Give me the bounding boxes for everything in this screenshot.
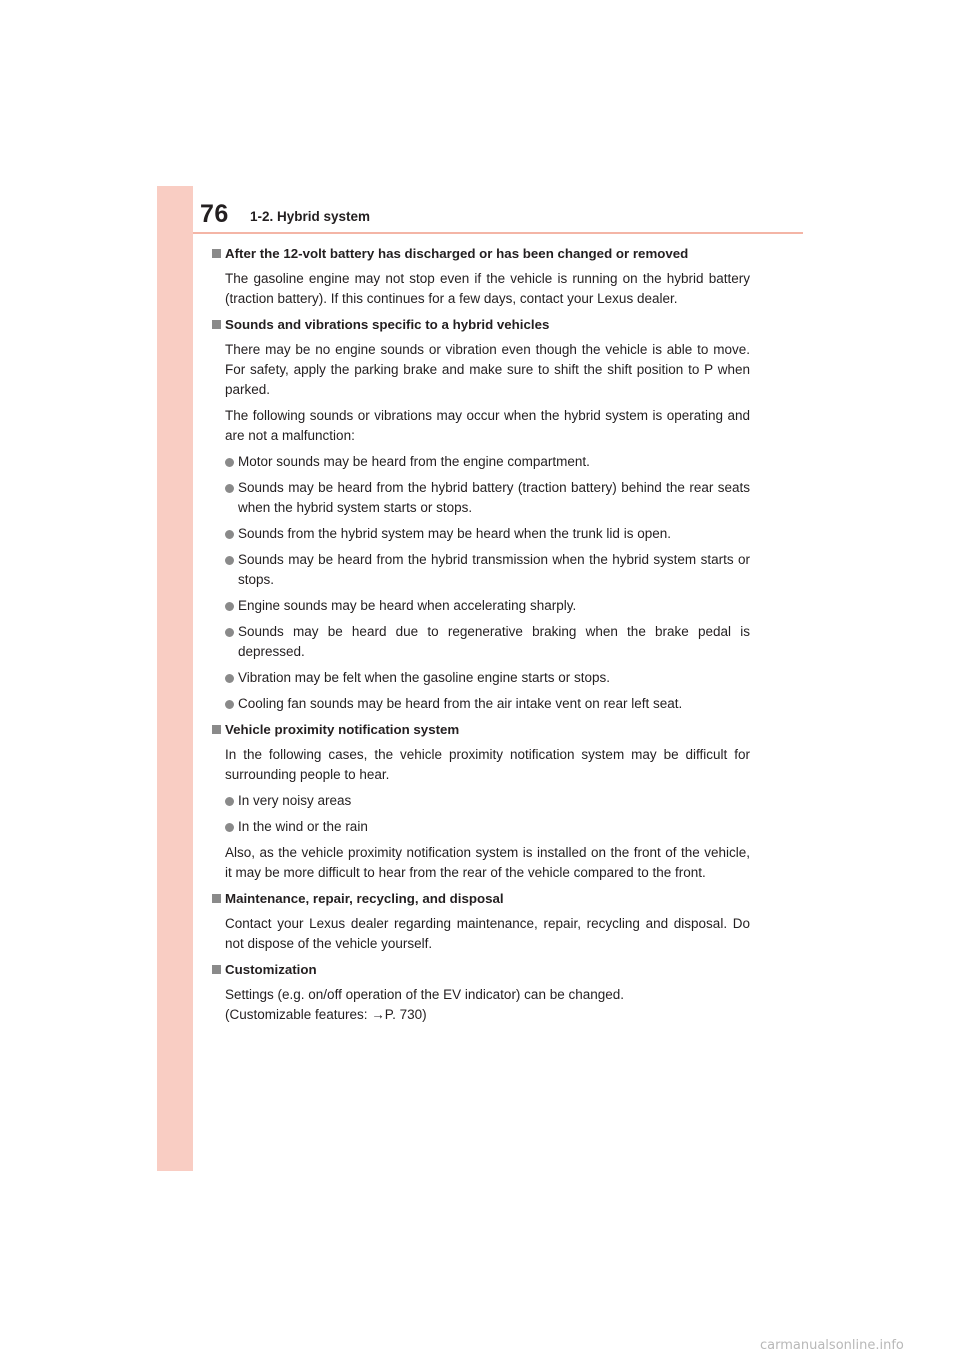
paragraph: Settings (e.g. on/off operation of the EV indicator) can be changed. <box>225 987 625 1002</box>
page-header <box>193 200 803 236</box>
watermark: carmanualsonline.info <box>760 1338 904 1353</box>
list-item <box>212 817 750 837</box>
round-bullet-icon <box>225 628 234 637</box>
section-title: 1-2. Hybrid system <box>250 209 371 224</box>
list-item <box>212 668 750 688</box>
section-heading <box>212 889 750 909</box>
paragraph: The gasoline engine may not stop even if the vehicle is running on the hybrid battery (traction battery). If this continues for a few days, contact your Lexus dealer. <box>225 271 750 306</box>
list-item-text: Sounds may be heard from the hybrid battery (traction battery) behind the rear seats when the hybrid system starts or stops. <box>238 480 750 515</box>
paragraph: Contact your Lexus dealer regarding maintenance, repair, recycling and disposal. Do not dispose of the vehicle yourself. <box>225 916 750 951</box>
chapter-side-band <box>157 186 193 1171</box>
round-bullet-icon <box>225 602 234 611</box>
section-heading <box>212 244 750 264</box>
round-bullet-icon <box>225 823 234 832</box>
heading-text: Customization <box>225 962 317 977</box>
cross-reference-link[interactable]: (Customizable features: →P. 730) <box>225 1007 427 1022</box>
list-item-text: In the wind or the rain <box>238 819 368 834</box>
list-item <box>212 622 750 662</box>
heading-text: Vehicle proximity notification system <box>225 722 460 737</box>
section-heading <box>212 960 750 980</box>
list-item-text: Sounds may be heard due to regenerative braking when the brake pedal is depressed. <box>238 624 750 659</box>
round-bullet-icon <box>225 530 234 539</box>
heading-text: After the 12-volt battery has discharged or has been changed or removed <box>225 246 689 261</box>
page-number: 76 <box>200 200 229 228</box>
list-item <box>212 452 750 472</box>
paragraph: In the following cases, the vehicle proximity notification system may be difficult for surrounding people to hear. <box>225 747 750 782</box>
square-bullet-icon <box>212 725 221 734</box>
square-bullet-icon <box>212 894 221 903</box>
list-item-text: Sounds may be heard from the hybrid transmission when the hybrid system starts or stops. <box>238 552 750 587</box>
square-bullet-icon <box>212 320 221 329</box>
section-heading <box>212 315 750 335</box>
list-item-text: Cooling fan sounds may be heard from the air intake vent on rear left seat. <box>238 696 683 711</box>
section-proximity-notification <box>212 720 750 883</box>
round-bullet-icon <box>225 797 234 806</box>
list-item <box>212 694 750 714</box>
round-bullet-icon <box>225 674 234 683</box>
section-customization <box>212 960 750 1025</box>
round-bullet-icon <box>225 484 234 493</box>
page-content <box>212 244 750 1031</box>
round-bullet-icon <box>225 458 234 467</box>
list-item-text: Vibration may be felt when the gasoline engine starts or stops. <box>238 670 610 685</box>
square-bullet-icon <box>212 965 221 974</box>
list-item <box>212 478 750 518</box>
paragraph: The following sounds or vibrations may occur when the hybrid system is operating and are not a malfunction: <box>225 408 750 443</box>
list-item <box>212 524 750 544</box>
list-item <box>212 596 750 616</box>
list-item <box>212 550 750 590</box>
header-rule <box>193 232 803 234</box>
list-item-text: In very noisy areas <box>238 793 352 808</box>
section-heading <box>212 720 750 740</box>
section-maintenance <box>212 889 750 954</box>
list-item <box>212 791 750 811</box>
heading-text: Sounds and vibrations specific to a hybrid vehicles <box>225 317 550 332</box>
round-bullet-icon <box>225 700 234 709</box>
round-bullet-icon <box>225 556 234 565</box>
heading-text: Maintenance, repair, recycling, and disposal <box>225 891 504 906</box>
list-item-text: Sounds from the hybrid system may be heard when the trunk lid is open. <box>238 526 671 541</box>
list-item-text: Engine sounds may be heard when accelerating sharply. <box>238 598 577 613</box>
square-bullet-icon <box>212 249 221 258</box>
list-item-text: Motor sounds may be heard from the engine compartment. <box>238 454 590 469</box>
paragraph: There may be no engine sounds or vibration even though the vehicle is able to move. For safety, apply the parking brake and make sure to shift the shift position to P when parked. <box>225 342 750 397</box>
section-12v-battery <box>212 244 750 309</box>
section-sounds-vibrations <box>212 315 750 714</box>
paragraph: Also, as the vehicle proximity notification system is installed on the front of the vehicle, it may be more difficult to hear from the rear of the vehicle compared to the front. <box>225 845 750 880</box>
